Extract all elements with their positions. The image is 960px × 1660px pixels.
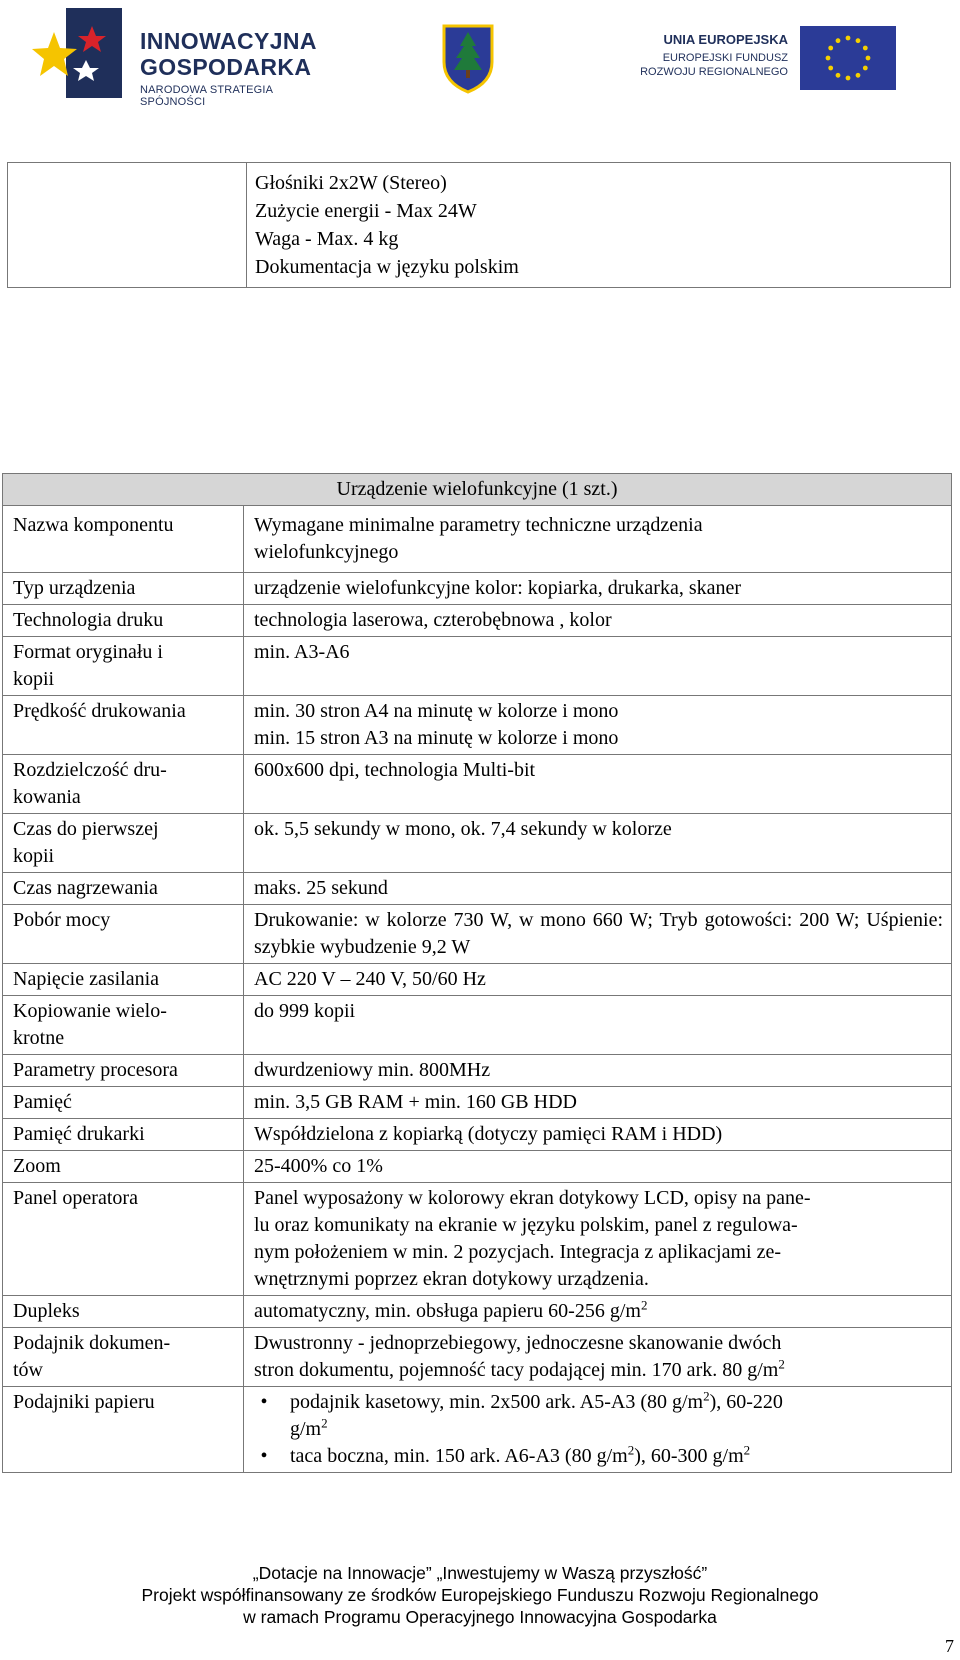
row-value-line: lu oraz komunikaty na ekranie w języku polskim, panel z regulowa- xyxy=(254,1214,798,1236)
row-value: ok. 5,5 sekundy w mono, ok. 7,4 sekundy w kolorze xyxy=(244,814,952,873)
eu-logo xyxy=(620,26,900,90)
column-header-params-line1: Wymagane minimalne parametry techniczne urządzenia xyxy=(254,514,703,536)
row-name xyxy=(3,814,244,873)
row-name-line: kopii xyxy=(13,668,55,690)
row-name: Podajniki papieru xyxy=(3,1387,244,1473)
table-row xyxy=(3,964,952,996)
superscript: 2 xyxy=(640,1297,648,1313)
row-value-line: nym położeniem w min. 2 pozycjach. Integracja z aplikacjami ze- xyxy=(254,1241,782,1263)
innowacyjna-gospodarka-logo xyxy=(32,8,332,108)
list-item xyxy=(254,1443,943,1470)
row-name-line: Kopiowanie wielo- xyxy=(13,1000,167,1022)
innowacyjna-gospodarka-star-icon xyxy=(32,8,132,98)
page-number: 7 xyxy=(945,1636,954,1656)
row-name: Prędkość drukowania xyxy=(3,696,244,755)
energy-line: Zużycie energii - Max 24W xyxy=(255,200,477,222)
list-item-line xyxy=(290,1389,943,1416)
list-item-line xyxy=(290,1416,943,1443)
list-item-text: ), 60-220 xyxy=(709,1391,783,1413)
row-value: Drukowanie: w kolorze 730 W, w mono 660 W; Tryb gotowości: 200 W; Uśpienie: szybkie wybudzenie 9,2 W xyxy=(244,905,952,964)
table-row xyxy=(3,696,952,755)
row-name-line: Podajnik dokumen- xyxy=(13,1332,171,1354)
row-name-line: Format oryginału i xyxy=(13,641,163,663)
superscript: 2 xyxy=(321,1415,328,1431)
row-name xyxy=(3,996,244,1055)
bullet-icon: • xyxy=(260,1445,268,1467)
table-caption-row xyxy=(3,474,952,506)
table-row xyxy=(3,996,952,1055)
row-name: Pobór mocy xyxy=(3,905,244,964)
page-footer xyxy=(0,1562,960,1628)
table-row xyxy=(3,605,952,637)
list-item-text: taca boczna, min. 150 ark. A6-A3 (80 g/m xyxy=(290,1445,628,1467)
column-header-params-line2: wielofunkcyjnego xyxy=(254,541,399,563)
table-row xyxy=(3,573,952,605)
eu-flag-icon xyxy=(800,26,896,90)
row-value: urządzenie wielofunkcyjne kolor: kopiarka, drukarka, skaner xyxy=(244,573,952,605)
row-name: Panel operatora xyxy=(3,1183,244,1296)
table-row xyxy=(3,637,952,696)
row-value xyxy=(244,1328,952,1387)
row-name-line: Czas do pierwszej xyxy=(13,818,159,840)
documentation-line: Dokumentacja w języku polskim xyxy=(255,256,519,278)
column-header-params xyxy=(244,506,952,573)
row-name: Czas nagrzewania xyxy=(3,873,244,905)
row-value: 600x600 dpi, technologia Multi-bit xyxy=(244,755,952,814)
footer-line1: „Dotacje na Innowacje” „Inwestujemy w Waszą przyszłość” xyxy=(252,1563,708,1583)
row-name: Technologia druku xyxy=(3,605,244,637)
logo-right-line2: EUROPEJSKI FUNDUSZ xyxy=(662,52,788,64)
row-name-line: kowania xyxy=(13,786,81,808)
row-value: min. A3-A6 xyxy=(244,637,952,696)
table-row xyxy=(3,1328,952,1387)
table-header-row xyxy=(3,506,952,573)
row-value-line: wnętrznymi poprzez ekran dotykowy urządzenia. xyxy=(254,1268,649,1290)
table-row xyxy=(3,1087,952,1119)
list-item xyxy=(254,1389,943,1443)
row-value: AC 220 V – 240 V, 50/60 Hz xyxy=(244,964,952,996)
mfp-spec-table xyxy=(2,473,952,1473)
column-header-component: Nazwa komponentu xyxy=(3,506,244,573)
row-value: Współdzielona z kopiarką (dotyczy pamięci RAM i HDD) xyxy=(244,1119,952,1151)
logo-left-line3: NARODOWA STRATEGIA SPÓJNOŚCI xyxy=(140,84,273,108)
logo-right-line3: ROZWOJU REGIONALNEGO xyxy=(640,66,788,78)
superscript: 2 xyxy=(703,1388,710,1404)
table-row xyxy=(3,1055,952,1087)
paper-trays-list xyxy=(254,1389,943,1470)
row-value: 25-400% co 1% xyxy=(244,1151,952,1183)
row-value xyxy=(244,696,952,755)
list-item-text: ), 60-300 g/m xyxy=(634,1445,744,1467)
row-value xyxy=(244,1296,952,1328)
row-value-line xyxy=(254,1357,943,1384)
row-name: Zoom xyxy=(3,1151,244,1183)
row-name: Pamięć drukarki xyxy=(3,1119,244,1151)
row-name: Typ urządzenia xyxy=(3,573,244,605)
speakers-spec-cell xyxy=(247,163,951,288)
row-value-text: stron dokumentu, pojemność tacy podającej min. 170 ark. 80 g/m xyxy=(254,1359,779,1381)
row-name-line: tów xyxy=(13,1359,43,1381)
footer-line3: w ramach Programu Operacyjnego Innowacyjna Gospodarka xyxy=(243,1607,717,1627)
table-row xyxy=(3,1296,952,1328)
table-row xyxy=(8,163,951,288)
weight-line: Waga - Max. 4 kg xyxy=(255,228,399,250)
table-caption: Urządzenie wielofunkcyjne (1 szt.) xyxy=(3,474,952,506)
bullet-icon: • xyxy=(260,1391,268,1413)
speakers-spec-table xyxy=(7,162,951,288)
row-name-line: krotne xyxy=(13,1027,65,1049)
row-name-line: kopii xyxy=(13,845,55,867)
coat-of-arms-fir-tree-icon xyxy=(440,22,496,94)
row-value-text: automatyczny, min. obsługa papieru 60-256 g/m xyxy=(254,1300,641,1322)
row-value: technologia laserowa, czterobębnowa , kolor xyxy=(244,605,952,637)
table-row xyxy=(3,905,952,964)
row-value xyxy=(244,1183,952,1296)
row-name: Dupleks xyxy=(3,1296,244,1328)
row-value-line: min. 30 stron A4 na minutę w kolorze i mono xyxy=(254,700,619,722)
row-name-line: Rozdzielczość dru- xyxy=(13,759,167,781)
empty-cell xyxy=(8,163,247,288)
list-item-text: podajnik kasetowy, min. 2x500 ark. A5-A3 (80 g/m xyxy=(290,1391,704,1413)
row-name: Napięcie zasilania xyxy=(3,964,244,996)
logo-left-line1: INNOWACYJNA xyxy=(140,28,317,54)
footer-line2: Projekt współfinansowany ze środków Europejskiego Funduszu Rozwoju Regionalnego xyxy=(141,1585,819,1605)
logo-right-line1: UNIA EUROPEJSKA xyxy=(663,32,788,47)
list-item-line xyxy=(290,1443,943,1470)
superscript: 2 xyxy=(743,1442,751,1458)
logo-left-line2: GOSPODARKA xyxy=(140,54,312,80)
table-row xyxy=(3,755,952,814)
row-name: Pamięć xyxy=(3,1087,244,1119)
table-row xyxy=(3,1119,952,1151)
row-name xyxy=(3,755,244,814)
table-row xyxy=(3,873,952,905)
row-value: dwurdzeniowy min. 800MHz xyxy=(244,1055,952,1087)
row-name xyxy=(3,1328,244,1387)
row-value: min. 3,5 GB RAM + min. 160 GB HDD xyxy=(244,1087,952,1119)
speakers-line: Głośniki 2x2W (Stereo) xyxy=(255,172,447,194)
superscript: 2 xyxy=(778,1356,785,1372)
superscript: 2 xyxy=(627,1442,635,1458)
row-value-line: Panel wyposażony w kolorowy ekran dotykowy LCD, opisy na pane- xyxy=(254,1187,811,1209)
row-value: do 999 kopii xyxy=(244,996,952,1055)
row-value-line: min. 15 stron A3 na minutę w kolorze i mono xyxy=(254,727,619,749)
table-row xyxy=(3,1387,952,1473)
table-row xyxy=(3,1151,952,1183)
row-value: maks. 25 sekund xyxy=(244,873,952,905)
row-name: Parametry procesora xyxy=(3,1055,244,1087)
list-item-text: g/m xyxy=(290,1418,322,1440)
row-name xyxy=(3,637,244,696)
row-value xyxy=(244,1387,952,1473)
row-value-line: Dwustronny - jednoprzebiegowy, jednoczesne skanowanie dwóch xyxy=(254,1332,782,1354)
table-row xyxy=(3,1183,952,1296)
table-row xyxy=(3,814,952,873)
